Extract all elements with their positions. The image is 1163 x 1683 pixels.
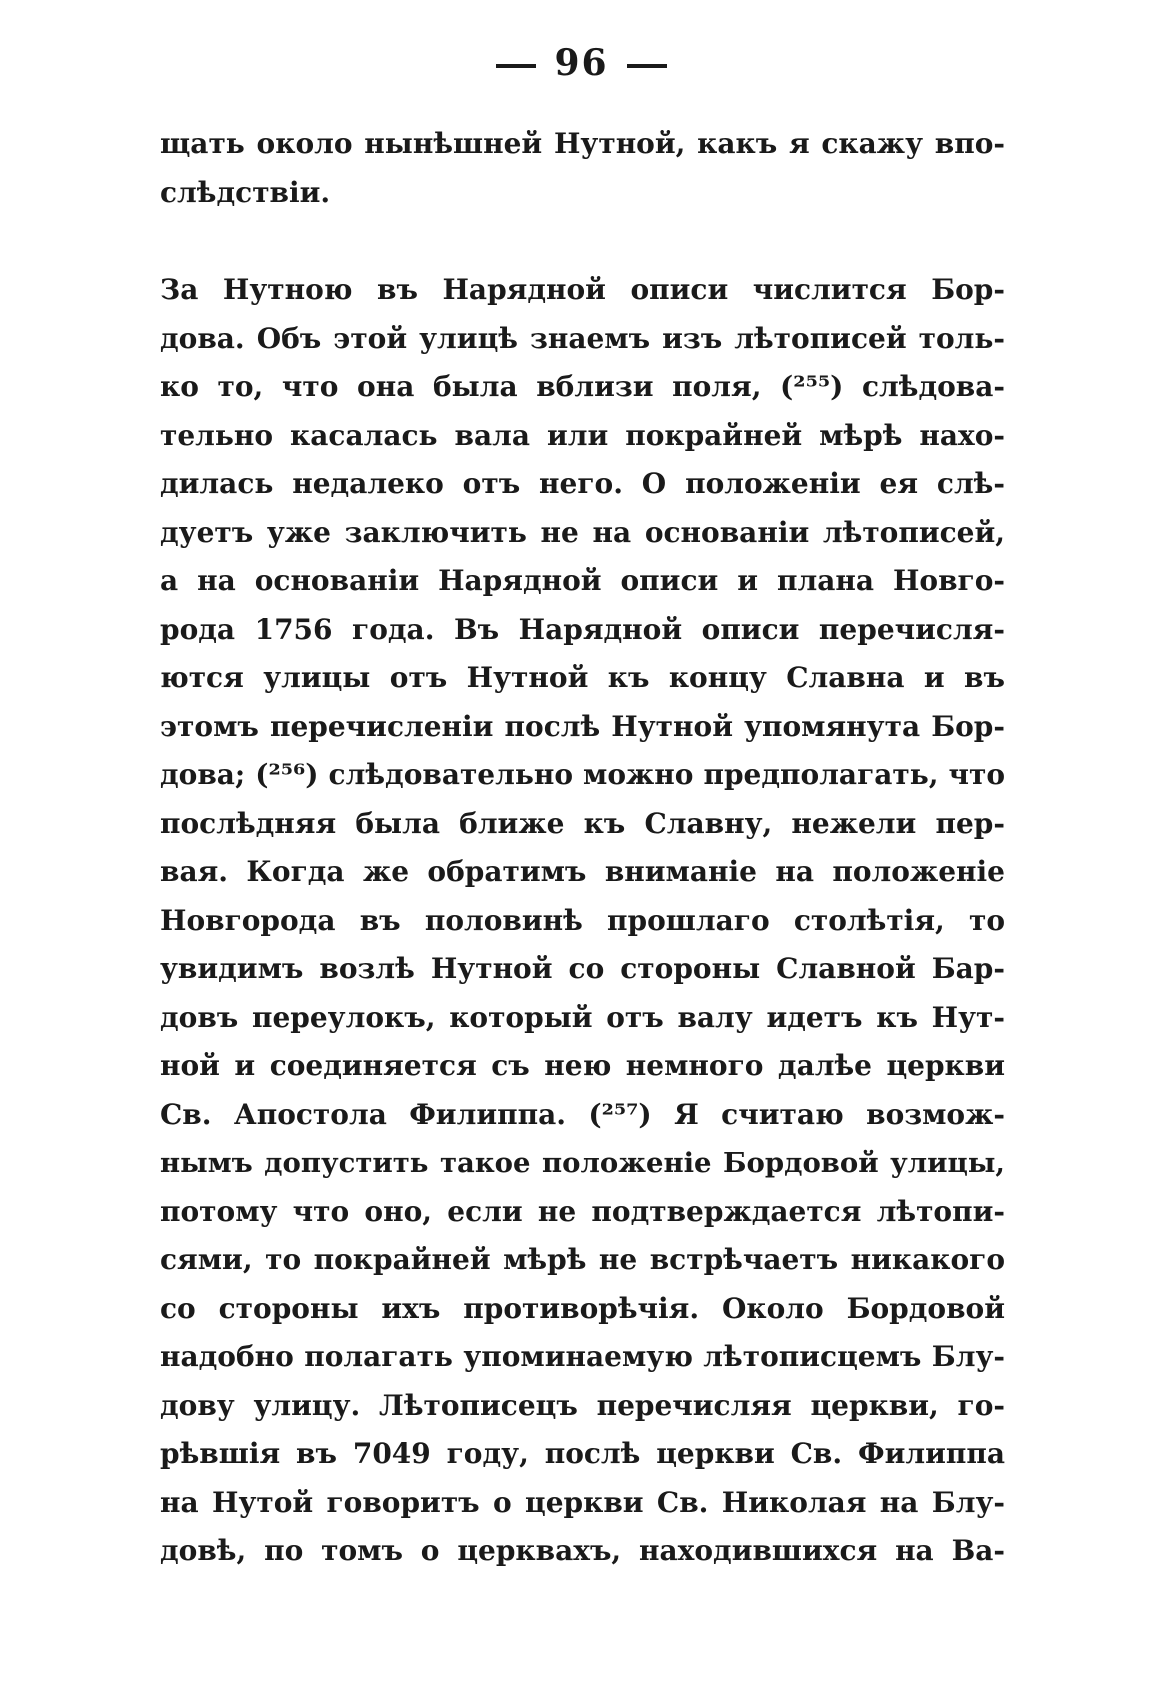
text-line: довъ переулокъ, который отъ валу идетъ къ Нут-: [160, 1000, 1005, 1034]
text-line: дова; (²⁵⁶) слѣдовательно можно предполагать, что: [160, 758, 1005, 791]
text-line: слѣдствіи.: [160, 175, 331, 209]
text-line: увидимъ возлѣ Нутной со стороны Славной Бар-: [160, 952, 1005, 985]
text-line: За Нутною въ Нарядной описи числится Бор-: [160, 273, 1005, 306]
text-line: Новгорода въ половинѣ прошлаго столѣтія, то: [160, 903, 1005, 937]
text-line: вая. Когда же обратимъ вниманіе на положеніе: [160, 855, 1005, 888]
text-line: а на основаніи Нарядной описи и плана Новго-: [160, 564, 1005, 597]
text-line: ются улицы отъ Нутной къ концу Славна и въ: [160, 661, 1005, 694]
page-number: 96: [554, 42, 609, 84]
text-line: ко то, что она была вблизи поля, (²⁵⁵) слѣдова-: [160, 370, 1005, 403]
text-line: этомъ перечисленіи послѣ Нутной упомянута Бор-: [160, 709, 1005, 743]
text-line: сями, то покрайней мѣрѣ не встрѣчаетъ никакого: [160, 1243, 1005, 1276]
text-line: ной и соединяется съ нею немного далѣе церкви: [160, 1049, 1005, 1082]
text-line: дову улицу. Лѣтописецъ перечисляя церкви, го-: [160, 1388, 1005, 1422]
text-line: тельно касалась вала или покрайней мѣрѣ нахо-: [160, 418, 1005, 452]
paragraph-1: [160, 120, 1005, 217]
paragraph-2: [160, 266, 1005, 1576]
text-line: щать около нынѣшней Нутной, какъ я скажу впо-: [160, 127, 1005, 160]
left-dash: [496, 64, 536, 68]
text-line: рѣвшія въ 7049 году, послѣ церкви Св. Филиппа: [160, 1437, 1005, 1470]
text-line: потому что оно, если не подтверждается лѣтопи-: [160, 1194, 1005, 1228]
text-line: дилась недалеко отъ него. О положеніи ея слѣ-: [160, 467, 1005, 500]
text-line: надобно полагать упоминаемую лѣтописцемъ Блу-: [160, 1340, 1005, 1373]
text-line: со стороны ихъ противорѣчія. Около Бордовой: [160, 1291, 1005, 1325]
text-line: дуетъ уже заключить не на основаніи лѣтописей,: [160, 515, 1005, 549]
text-line: нымъ допустить такое положеніе Бордовой улицы,: [160, 1147, 1005, 1179]
right-dash: [627, 64, 667, 68]
text-line: дова. Объ этой улицѣ знаемъ изъ лѣтописей толь-: [160, 321, 1005, 355]
text-line: рода 1756 года. Въ Нарядной описи перечисля-: [160, 612, 1005, 646]
text-line: на Нутой говоритъ о церкви Св. Николая на Блу-: [160, 1485, 1005, 1519]
text-line: довѣ, по томъ о церквахъ, находившихся на Ва-: [160, 1534, 1005, 1567]
page-number-header: [0, 42, 1163, 84]
text-line: Св. Апостола Филиппа. (²⁵⁷) Я считаю возмож-: [160, 1097, 1005, 1131]
text-line: послѣдняя была ближе къ Славну, нежели пер-: [160, 806, 1005, 840]
